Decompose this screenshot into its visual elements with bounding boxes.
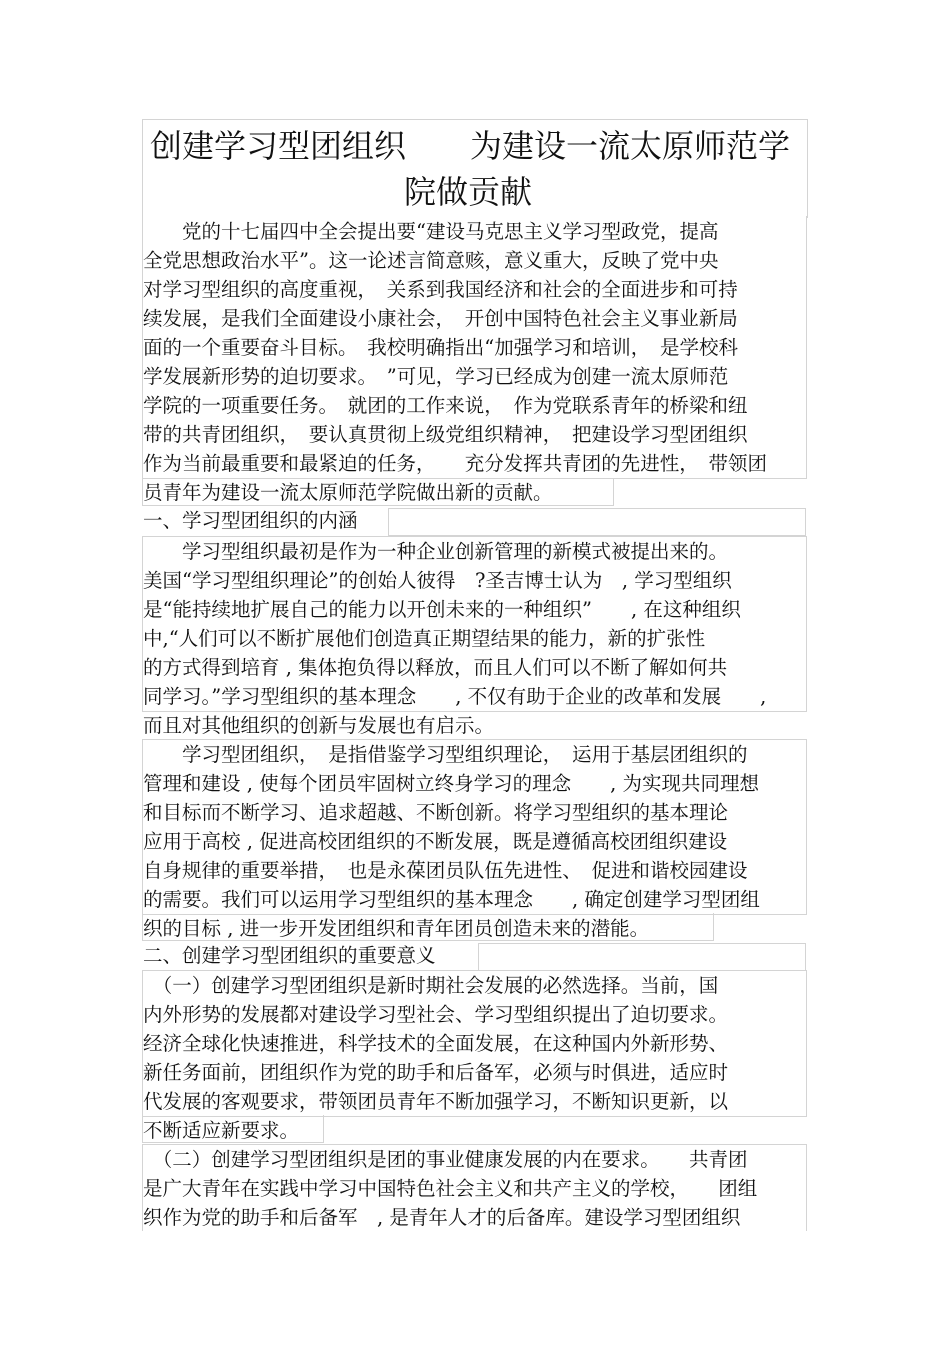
section2-para1-line-3: 经济全球化快速推进，科学技术的全面发展，在这种国内外新形势、 [143, 1032, 729, 1055]
intro-line-3: 对学习型组织的高度重视， 关系到我国经济和社会的全面进步和可持 [143, 278, 738, 301]
section1-heading: 一、学习型团组织的内涵 [143, 509, 358, 532]
intro-line-8: 带的共青团组织， 要认真贯彻上级党组织精神， 把建设学习型团组织 [143, 423, 748, 446]
section2-para1-line-6: 不断适应新要求。 [143, 1119, 300, 1142]
section1-para1-line-1: 学习型组织最初是作为一种企业创新管理的新模式被提出来的。 [143, 540, 729, 563]
intro-line-4: 续发展，是我们全面建设小康社会， 开创中国特色社会主义事业新局 [143, 307, 738, 330]
section1-para1-line-7: 而且对其他组织的创新与发展也有启示。 [143, 714, 495, 737]
intro-line-9: 作为当前最重要和最紧迫的任务， 充分发挥共青团的先进性， 带领团 [143, 452, 768, 475]
intro-line-1: 党的十七届四中全会提出要“建设马克思主义学习型政党，提高 [143, 220, 719, 243]
intro-line-7: 学院的一项重要任务。 就团的工作来说， 作为党联系青年的桥梁和纽 [143, 394, 748, 417]
section1-para2-line-4: 应用于高校 , 促进高校团组织的不断发展，既是遵循高校团组织建设 [143, 830, 728, 853]
intro-line-2: 全党思想政治水平”。这一论述言简意赅，意义重大，反映了党中央 [143, 249, 719, 272]
intro-line-10: 员青年为建设一流太原师范学院做出新的贡献。 [143, 481, 553, 504]
intro-line-6: 学发展新形势的迫切要求。 ”可见，学习已经成为创建一流太原师范 [143, 365, 729, 388]
section1-para1-line-4: 中,“人们可以不断扩展他们创造真正期望结果的能力，新的扩张性 [143, 627, 706, 650]
section1-para1-line-6: 同学习。”学习型组织的基本理念 , 不仅有助于企业的改革和发展 , [143, 685, 767, 708]
section2-para1-line-2: 内外形势的发展都对建设学习型社会、学习型组织提出了迫切要求。 [143, 1003, 729, 1026]
section2-para2-line-1: （二）创建学习型团组织是团的事业健康发展的内在要求。 共青团 [143, 1148, 748, 1171]
section2-para2-line-2: 是广大青年在实践中学习中国特色社会主义和共产主义的学校， 团组 [143, 1177, 758, 1200]
section1-para1-line-5: 的方式得到培育 , 集体抱负得以释放，而且人们可以不断了解如何共 [143, 656, 728, 679]
section1-para2-line-6: 的需要。我们可以运用学习型组织的基本理念 , 确定创建学习型团组 [143, 888, 760, 911]
section1-para1-line-3: 是“能持续地扩展自己的能力以开创未来的一种组织” , 在这种组织 [143, 598, 741, 621]
document-title-line-2: 院做贡献 [404, 173, 533, 211]
section1-heading-frame [388, 508, 806, 536]
section1-para2-line-2: 管理和建设 , 使每个团员牢固树立终身学习的理念 , 为实现共同理想 [143, 772, 759, 795]
section2-para1-line-4: 新任务面前，团组织作为党的助手和后备军，必须与时俱进，适应时 [143, 1061, 729, 1084]
section1-para2-line-7: 织的目标 , 进一步开发团组织和青年团员创造未来的潜能。 [143, 917, 650, 940]
section2-para2-line-3: 织作为党的助手和后备军 , 是青年人才的后备库。建设学习型团组织 [143, 1206, 741, 1229]
section1-para2-line-5: 自身规律的重要举措， 也是永葆团员队伍先进性、 促进和谐校园建设 [143, 859, 748, 882]
section1-para2-line-3: 和目标而不断学习、追求超越、不断创新。将学习型组织的基本理论 [143, 801, 729, 824]
section2-heading-frame [478, 943, 806, 971]
section2-para1-line-5: 代发展的客观要求，带领团员青年不断加强学习，不断知识更新，以 [143, 1090, 729, 1113]
section2-heading: 二、创建学习型团组织的重要意义 [143, 944, 436, 967]
section1-para2-line-1: 学习型团组织， 是指借鉴学习型组织理论， 运用于基层团组织的 [143, 743, 748, 766]
intro-line-5: 面的一个重要奋斗目标。 我校明确指出“加强学习和培训， 是学校科 [143, 336, 738, 359]
section1-para1-line-2: 美国“学习型组织理论”的创始人彼得 ?圣吉博士认为 , 学习型组织 [143, 569, 732, 592]
document-title-line-1: 创建学习型团组织 为建设一流太原师范学 [150, 127, 791, 165]
section2-para1-line-1: （一）创建学习型团组织是新时期社会发展的必然选择。当前，国 [143, 974, 719, 997]
